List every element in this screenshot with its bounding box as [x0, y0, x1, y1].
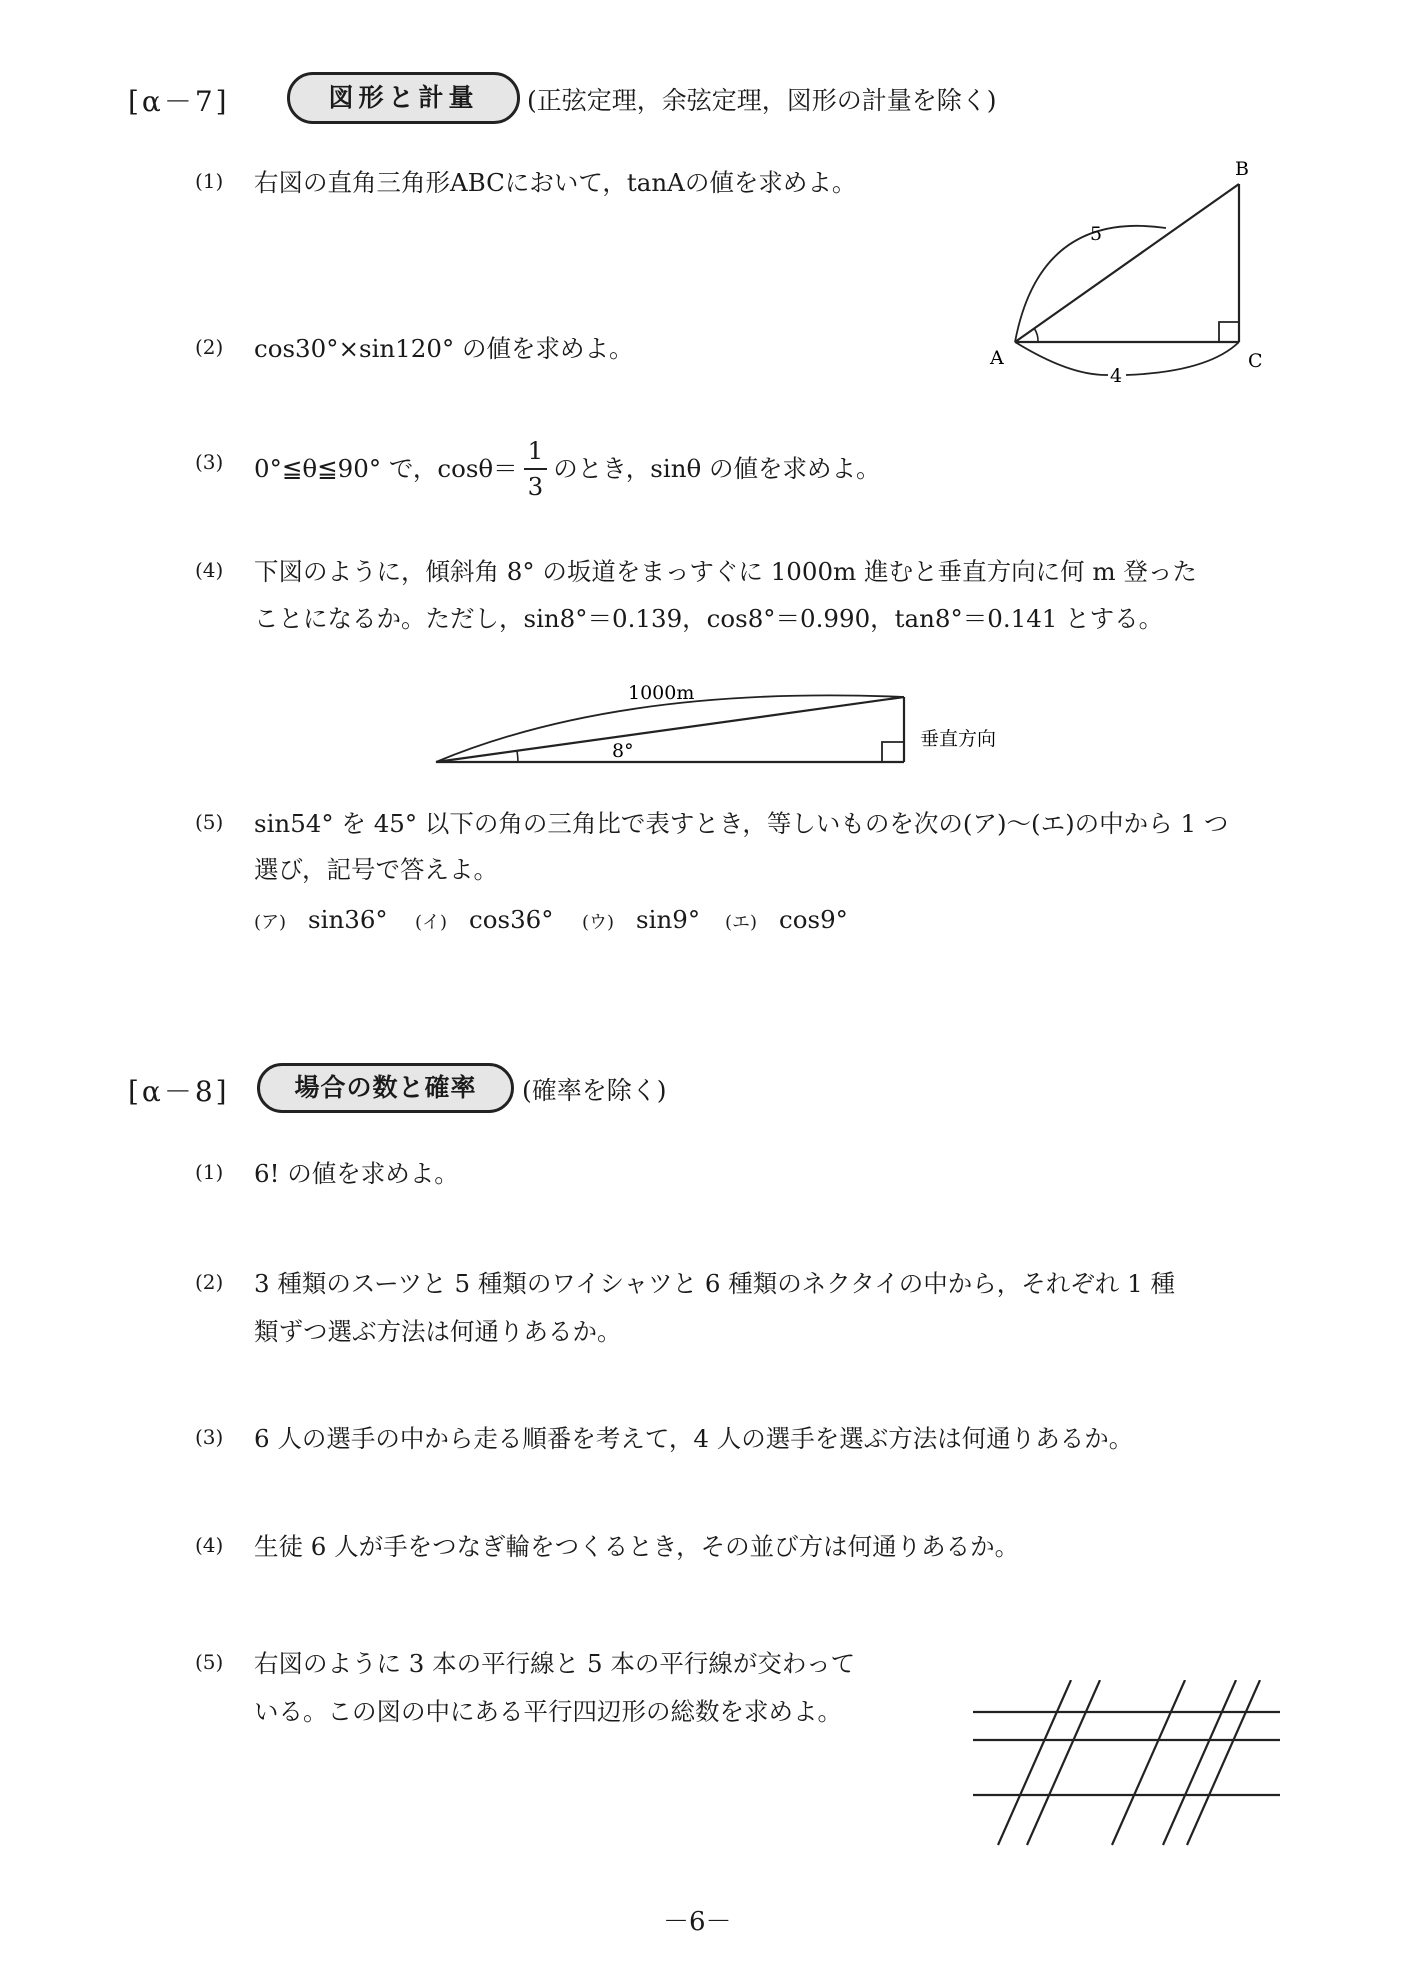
page-number: －6－	[663, 1907, 732, 1937]
slanted-line-5	[1187, 1680, 1260, 1845]
q8-1-number: (1)	[195, 1160, 224, 1184]
q8-2-line1: 3 種類のスーツと 5 種類のワイシャツと 6 種類のネクタイの中から，それぞれ 1 種	[254, 1269, 1175, 1298]
q8-5-line2: いる。この図の中にある平行四辺形の総数を求めよ。	[254, 1697, 842, 1726]
q7-3-text	[254, 434, 881, 504]
choice-e	[725, 905, 848, 934]
q7-2-text: cos30°×sin120° の値を求めよ。	[254, 334, 634, 363]
base-length-label: 4	[1110, 365, 1123, 387]
parallel-lines-figure	[968, 1680, 1288, 1870]
vertex-b-label: B	[1235, 158, 1249, 180]
q8-3-number: (3)	[195, 1425, 224, 1449]
vertex-a-label: A	[990, 347, 1004, 369]
q7-4-number: (4)	[195, 558, 224, 582]
q7-1-text: 右図の直角三角形ABCにおいて，tanAの値を求めよ。	[254, 168, 857, 197]
section8-note: (確率を除く)	[522, 1076, 667, 1105]
base-brace-1	[1015, 342, 1108, 375]
choice-u-text: sin9°	[636, 905, 701, 934]
slope-figure	[420, 665, 1040, 780]
q8-2-line2: 類ずつ選ぶ方法は何通りあるか。	[254, 1317, 622, 1346]
q8-4-text: 生徒 6 人が手をつなぎ輪をつくるとき，その並び方は何通りあるか。	[254, 1532, 1020, 1561]
q7-3-number: (3)	[195, 450, 224, 474]
slope-vertical-label: 垂直方向	[920, 728, 997, 750]
q8-5-number: (5)	[195, 1650, 224, 1674]
base-brace-2	[1126, 342, 1239, 375]
q7-3-text-before: 0°≦θ≦90° で，cosθ＝	[254, 454, 518, 483]
q7-4-line1: 下図のように，傾斜角 8° の坂道をまっすぐに 1000m 進むと垂直方向に何 m 登った	[254, 557, 1197, 586]
q8-4-number: (4)	[195, 1533, 224, 1557]
q7-3-fraction-numerator: 1	[524, 434, 548, 470]
section7-title-badge: 図形と計量	[287, 72, 520, 124]
hypotenuse-length-label: 5	[1090, 223, 1103, 245]
choice-e-mark: (エ)	[725, 912, 758, 933]
choice-a-mark: (ア)	[254, 912, 287, 933]
choice-u-mark: (ウ)	[582, 912, 615, 933]
choice-a-text: sin36°	[308, 905, 388, 934]
slanted-line-2	[1027, 1680, 1100, 1845]
slope-length-label: 1000m	[628, 682, 695, 704]
slanted-line-1	[998, 1680, 1071, 1845]
slope-angle-label: 8°	[612, 740, 634, 762]
choice-i-mark: (イ)	[415, 912, 448, 933]
q8-3-text: 6 人の選手の中から走る順番を考えて，4 人の選手を選ぶ方法は何通りあるか。	[254, 1424, 1134, 1453]
angle-a-arc	[1034, 328, 1038, 342]
section8-label: [α－8]	[128, 1075, 230, 1108]
q7-3-fraction	[524, 434, 548, 504]
slope-right-angle-mark	[882, 742, 904, 762]
q7-5-number: (5)	[195, 810, 224, 834]
q7-2-number: (2)	[195, 335, 224, 359]
choice-i-text: cos36°	[469, 905, 554, 934]
choice-e-text: cos9°	[779, 905, 848, 934]
q7-5-line1: sin54° を 45° 以下の角の三角比で表すとき，等しいものを次の(ア)〜(エ)の中から 1 つ	[254, 809, 1229, 838]
q8-5-line1: 右図のように 3 本の平行線と 5 本の平行線が交わって	[254, 1649, 856, 1678]
section7-note: (正弦定理，余弦定理，図形の計量を除く)	[527, 86, 997, 115]
right-triangle-figure	[980, 150, 1280, 390]
q7-3-text-after: のとき，sinθ の値を求めよ。	[553, 454, 881, 483]
q8-1-text: 6! の値を求めよ。	[254, 1159, 459, 1188]
q7-4-line2: ことになるか。ただし，sin8°＝0.139，cos8°＝0.990，tan8°＝0.141 とする。	[254, 604, 1164, 633]
choice-i	[415, 905, 554, 934]
vertex-c-label: C	[1248, 350, 1263, 372]
section7-label: [α－7]	[128, 85, 230, 118]
choice-a	[254, 905, 388, 934]
q7-3-fraction-denominator: 3	[527, 472, 544, 501]
choice-u	[582, 905, 700, 934]
right-angle-mark	[1219, 322, 1239, 342]
q7-1-number: (1)	[195, 169, 224, 193]
slope-angle-arc	[517, 751, 518, 762]
q8-2-number: (2)	[195, 1270, 224, 1294]
q7-5-line2: 選び，記号で答えよ。	[254, 855, 499, 884]
section8-title-badge: 場合の数と確率	[257, 1063, 514, 1113]
slope-road-line	[436, 697, 904, 762]
